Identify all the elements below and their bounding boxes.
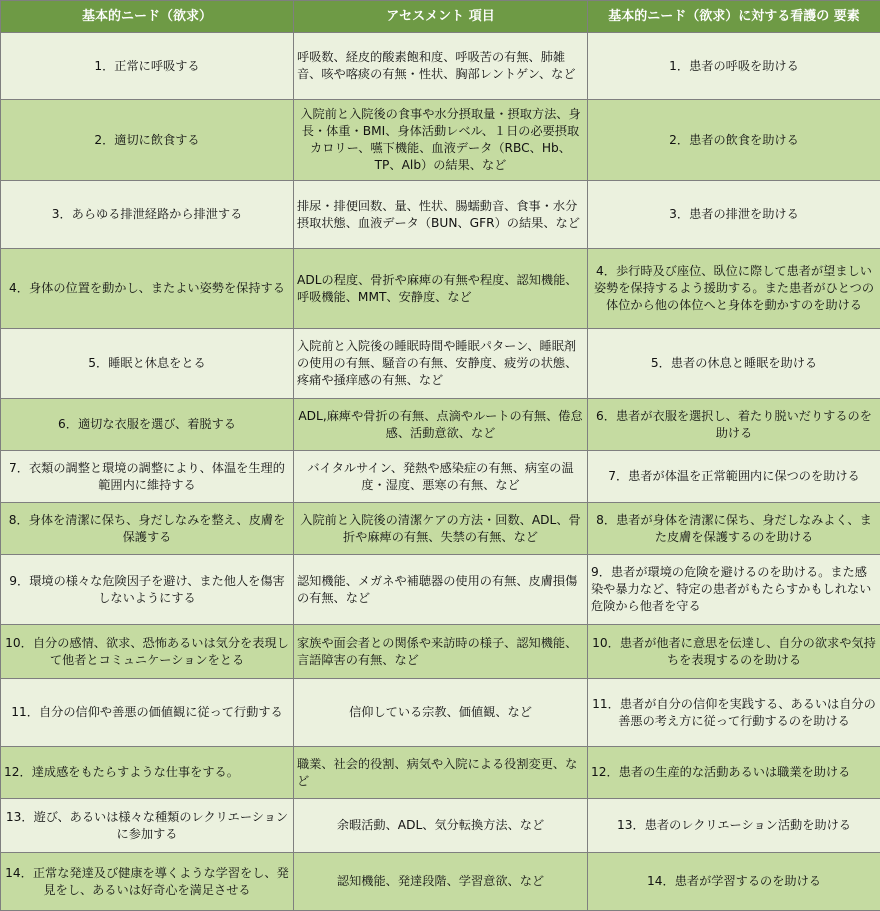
table-row [1, 853, 880, 911]
table-row [1, 747, 880, 799]
need-cell: 5．睡眠と休息をとる [1, 329, 294, 399]
care-cell: 4．歩行時及び座位、臥位に際して患者が望ましい姿勢を保持するよう援助する。また患者がひとつの体位から他の体位へと身体を動かすのを助ける [588, 249, 880, 329]
assessment-cell: 呼吸数、経皮的酸素飽和度、呼吸苦の有無、肺雑音、咳や喀痰の有無・性状、胸部レントゲン、など [294, 33, 588, 100]
assessment-cell: 信仰している宗教、価値観、など [294, 679, 588, 747]
table-row [1, 33, 880, 100]
care-cell: 5．患者の休息と睡眠を助ける [588, 329, 880, 399]
assessment-cell: 家族や面会者との関係や来訪時の様子、認知機能、言語障害の有無、など [294, 625, 588, 679]
care-cell: 8．患者が身体を清潔に保ち、身だしなみよく、また皮膚を保護するのを助ける [588, 503, 880, 555]
table-row [1, 555, 880, 625]
table-row [1, 249, 880, 329]
assessment-cell: バイタルサイン、発熱や感染症の有無、病室の温度・湿度、悪寒の有無、など [294, 451, 588, 503]
care-cell: 10．患者が他者に意思を伝達し、自分の欲求や気持ちを表現するのを助ける [588, 625, 880, 679]
assessment-cell: 余暇活動、ADL、気分転換方法、など [294, 799, 588, 853]
need-cell: 1．正常に呼吸する [1, 33, 294, 100]
need-cell: 4．身体の位置を動かし、またよい姿勢を保持する [1, 249, 294, 329]
care-cell: 11．患者が自分の信仰を実践する、あるいは自分の善悪の考え方に従って行動するのを助ける [588, 679, 880, 747]
need-cell: 3．あらゆる排泄経路から排泄する [1, 181, 294, 249]
assessment-cell: 認知機能、メガネや補聴器の使用の有無、皮膚損傷の有無、など [294, 555, 588, 625]
care-cell: 6．患者が衣服を選択し、着たり脱いだりするのを助ける [588, 399, 880, 451]
header-row [1, 1, 880, 33]
header-need: 基本的ニード（欲求） [1, 1, 294, 33]
need-cell: 12．達成感をもたらすような仕事をする。 [1, 747, 294, 799]
table-row [1, 100, 880, 181]
care-cell: 14．患者が学習するのを助ける [588, 853, 880, 911]
table-row [1, 679, 880, 747]
need-cell: 6．適切な衣服を選び、着脱する [1, 399, 294, 451]
care-cell: 1．患者の呼吸を助ける [588, 33, 880, 100]
table-row [1, 329, 880, 399]
header-assessment: アセスメント 項目 [294, 1, 588, 33]
need-cell: 7．衣類の調整と環境の調整により、体温を生理的範囲内に維持する [1, 451, 294, 503]
need-cell: 14．正常な発達及び健康を導くような学習をし、発見をし、あるいは好奇心を満足させる [1, 853, 294, 911]
care-cell: 2．患者の飲食を助ける [588, 100, 880, 181]
assessment-cell: 認知機能、発達段階、学習意欲、など [294, 853, 588, 911]
table-row [1, 625, 880, 679]
need-cell: 11．自分の信仰や善悪の価値観に従って行動する [1, 679, 294, 747]
header-care: 基本的ニード（欲求）に対する看護の 要素 [588, 1, 880, 33]
table-row [1, 181, 880, 249]
assessment-cell: ADL,麻痺や骨折の有無、点滴やルートの有無、倦怠感、活動意欲、など [294, 399, 588, 451]
assessment-cell: 入院前と入院後の食事や水分摂取量・摂取方法、身長・体重・BMI、身体活動レベル、１日の必要摂取カロリー、嚥下機能、血液データ（RBC、Hb、TP、Alb）の結果、など [294, 100, 588, 181]
assessment-cell: 排尿・排便回数、量、性状、腸蠕動音、食事・水分摂取状態、血液データ（BUN、GFR）の結果、など [294, 181, 588, 249]
assessment-cell: ADLの程度、骨折や麻痺の有無や程度、認知機能、呼吸機能、MMT、安静度、など [294, 249, 588, 329]
care-cell: 7．患者が体温を正常範囲内に保つのを助ける [588, 451, 880, 503]
care-cell: 3．患者の排泄を助ける [588, 181, 880, 249]
table-row [1, 503, 880, 555]
need-cell: 10．自分の感情、欲求、恐怖あるいは気分を表現して他者とコミュニケーションをとる [1, 625, 294, 679]
table-row [1, 451, 880, 503]
table-row [1, 799, 880, 853]
care-cell: 9．患者が環境の危険を避けるのを助ける。また感染や暴力など、特定の患者がもたらすかもしれない危険から他者を守る [588, 555, 880, 625]
care-cell: 13．患者のレクリエーション活動を助ける [588, 799, 880, 853]
assessment-cell: 入院前と入院後の睡眠時間や睡眠パターン、睡眠剤の使用の有無、騒音の有無、安静度、疲労の状態、疼痛や掻痒感の有無、など [294, 329, 588, 399]
need-cell: 9．環境の様々な危険因子を避け、また他人を傷害しないようにする [1, 555, 294, 625]
table-row [1, 399, 880, 451]
need-cell: 8．身体を清潔に保ち、身だしなみを整え、皮膚を保護する [1, 503, 294, 555]
assessment-cell: 職業、社会的役割、病気や入院による役割変更、など [294, 747, 588, 799]
need-cell: 2．適切に飲食する [1, 100, 294, 181]
care-cell: 12．患者の生産的な活動あるいは職業を助ける [588, 747, 880, 799]
assessment-cell: 入院前と入院後の清潔ケアの方法・回数、ADL、骨折や麻痺の有無、失禁の有無、など [294, 503, 588, 555]
need-cell: 13．遊び、あるいは様々な種類のレクリエーションに参加する [1, 799, 294, 853]
